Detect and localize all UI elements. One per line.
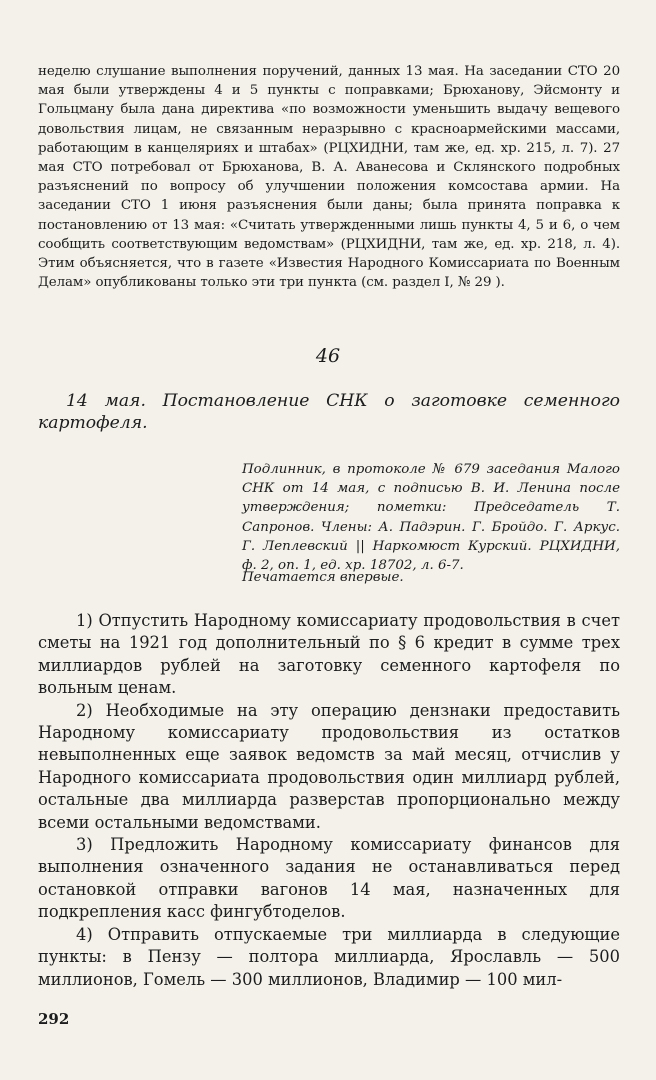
document-number: 46 xyxy=(315,345,341,367)
decree-paragraph-3: 3) Предложить Народному комиссариату финансов для выполнения означенного задания не останавливаться перед остановкой отправки вагонов 14 мая, назначенных для подкрепления касс фингубтоделов. xyxy=(38,835,620,922)
decree-paragraph-4: 4) Отправить отпускаемые три миллиарда в следующие пункты: в Пензу — полтора миллиарда, Ярославль — 500 миллионов, Гомель — 300 миллионов, Владимир — 100 мил- xyxy=(38,924,620,989)
document-title: 14 мая. Постановление СНК о заготовке семенного картофеля. xyxy=(38,391,620,433)
page-number: 292 xyxy=(38,1010,70,1028)
first-print-note: Печатается впервые. xyxy=(242,570,404,585)
decree-paragraph-1: 1) Отпустить Народному комиссариату продовольствия в счет сметы на 1921 год дополнительный по § 6 кредит в сумме трех миллиардов рублей на заготовку семенного картофеля по вольным ценам. xyxy=(38,611,620,698)
decree-paragraph-2: 2) Необходимые на эту операцию дензнаки предоставить Народному комиссариату продовольствия из остатков невыполненных еще заявок ведомств за май месяц, отчислив у Народного комиссариата продовольствия один миллиард рублей, остальные два миллиарда разверстав пропорционально между всеми остальными ведомствами. xyxy=(38,700,620,832)
decree-body xyxy=(38,610,620,991)
footnote-text: неделю слушание выполнения поручений, данных 13 мая. На заседании СТО 20 мая были утверждены 4 и 5 пункты с поправками; Брюханову, Эйсмонту и Гольцману была дана директива «по возможности уменьшить выдачу вещевого довольствия лицам, не связанным неразрывно с красноармейскими массами, работающим в канцеляриях и штабах» (РЦХИДНИ, там же, ед. хр. 215, л. 7). 27 мая СТО потребовал от Брюханова, В. А. Аванесова и Склянского подробных разъяснений по вопросу об улучшении положения комсостава армии. На заседании СТО 1 июня разъяснения были даны; была принята поправка к постановлению от 13 мая: «Считать утвержденными лишь пункты 4, 5 и 6, о чем сообщить соответствующим ведомствам» (РЦХИДНИ, там же, ед. хр. 218, л. 4). Этим объясняется, что в газете «Известия Народного Комиссариата по Военным Делам» опубликованы только эти три пункта (см. раздел I, № 29 ). xyxy=(38,64,620,291)
archival-source-note: Подлинник, в протоколе № 679 заседания Малого СНК от 14 мая, с подписью В. И. Ленина после утверждения; пометки: Председатель Т. Сапронов. Члены: А. Падэрин. Г. Бройдо. Г. Аркус. Г. Леплевский || Наркомюст Курский. РЦХИДНИ, ф. 2, оп. 1, ед. хр. 18702, л. 6-7. xyxy=(242,462,620,574)
